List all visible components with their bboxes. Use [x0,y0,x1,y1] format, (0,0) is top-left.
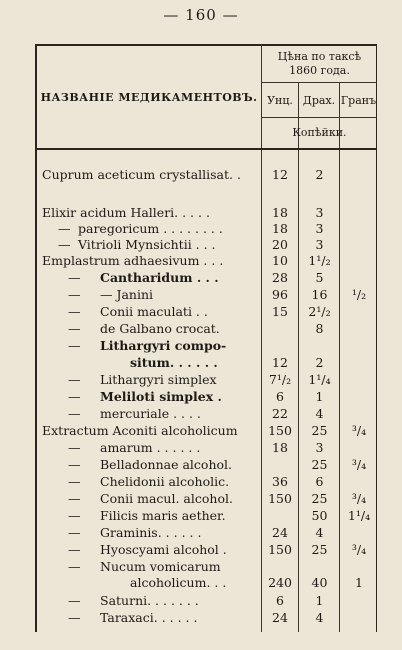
table-row [0,166,402,183]
ounce-price: 6 [276,593,284,608]
medicine-name: Hyoscyami alcohol . [100,542,227,557]
ounce-price: 18 [272,221,288,236]
page-number: — 160 — [163,6,239,24]
ditto-dash: — [68,406,81,421]
drachm-price: 3 [315,440,324,455]
drachm-price: 25 [311,423,328,438]
drachm-price: 5 [315,270,324,285]
ditto-dash: — [68,508,81,523]
table-row [0,204,402,221]
ounce-price: 240 [268,575,292,590]
ounce-price: 12 [272,355,288,370]
medicine-name: Belladonnae alcohol. [100,457,233,472]
price-group-header-line2: 1860 года. [289,64,350,77]
table-row [0,388,402,405]
grain-price: ¹/₂ [351,287,367,302]
table-row [0,220,402,237]
drachm-price: 3 [315,205,324,220]
medicine-name-header: НАЗВАНІЕ МЕДИКАМЕНТОВЪ. [40,91,258,104]
table-row [0,473,402,490]
medicine-name: Nucum vomicarum [100,559,221,574]
ounce-price: 24 [272,525,288,540]
medicine-name: mercuriale . . . . [100,406,201,421]
medicine-name: de Galbano crocat. [100,321,220,336]
table-row [0,609,402,626]
drachm-price: 4 [315,610,324,625]
table-row [0,558,402,575]
drachm-price: 3 [315,221,324,236]
drachm-price: 25 [311,491,328,506]
ditto-dash: — [68,338,81,353]
drachm-price: 8 [315,321,324,336]
ditto-dash: — [68,457,81,472]
medicine-name: — Janini [100,287,154,302]
ounce-price: 22 [272,406,288,421]
drachm-price: 2 [315,167,324,182]
table-row [0,490,402,507]
medicine-name: Vitrioli Mynsichtii . . . [78,237,216,252]
ditto-dash: — [68,593,81,608]
ounce-price: 150 [268,542,292,557]
medicine-name: Taraxaci. . . . . . [100,610,198,625]
table-row [0,337,402,354]
ounce-price: 18 [272,205,288,220]
ounce-price: 18 [272,440,288,455]
medicine-name: Elixir acidum Halleri. . . . . [42,205,210,220]
ditto-dash: — [68,542,81,557]
medicine-name: Emplastrum adhaesivum . . . [42,253,224,268]
medicine-name: Chelidonii alcoholic. [100,474,230,489]
rule-header-bottom [37,148,377,150]
medicine-name: Conii macul. alcohol. [100,491,233,506]
drachm-price: 1¹/₂ [308,253,331,268]
table-row [0,286,402,303]
grain-price: ³/₄ [351,542,367,557]
medicine-name: Meliloti simplex . [100,389,222,404]
table-row [0,269,402,286]
drachm-price: 50 [311,508,328,523]
rule-unit [261,117,377,118]
medicine-name: Cantharidum . . . [100,270,219,285]
medicine-name: Saturni. . . . . . . [100,593,199,608]
drachm-price: 4 [315,525,324,540]
ditto-dash: — [68,270,81,285]
ounce-price: 7¹/₂ [268,372,292,387]
table-row [0,354,402,371]
medicine-name: Cuprum aceticum crystallisat. . [42,167,241,182]
drachm-price: 2 [315,355,324,370]
drachm-price: 3 [315,237,324,252]
table-row [0,303,402,320]
ounce-price: 24 [272,610,288,625]
table-row [0,236,402,253]
price-group-header-line1: Цѣна по таксѣ [277,50,362,63]
ounce-price: 36 [272,474,288,489]
medicine-name: amarum . . . . . . [100,440,201,455]
medicine-name: Lithargyri compo- [100,338,227,353]
ounce-price: 20 [272,237,288,252]
table-row [0,439,402,456]
table-row [0,371,402,388]
rule-price-group [261,82,377,83]
grain-price: ³/₄ [351,491,367,506]
ounce-price: 15 [272,304,288,319]
drachm-price: 1 [315,593,324,608]
table-row [0,456,402,473]
table-row [0,188,402,205]
ditto-dash: — [68,304,81,319]
medicine-name: Graminis. . . . . . [100,525,202,540]
ounce-price: 150 [268,491,292,506]
ounce-price: 6 [276,389,284,404]
drachm-price: 2¹/₂ [308,304,331,319]
ditto-dash: — [68,321,81,336]
ditto-dash: — [68,389,81,404]
medicine-name: Lithargyri simplex [100,372,217,387]
drachm-price: 25 [311,542,328,557]
ditto-dash: — [68,559,81,574]
grain-price: ³/₄ [351,457,367,472]
drachm-price: 6 [315,474,324,489]
ditto-dash: — [68,525,81,540]
drachm-price: 25 [311,457,328,472]
medicine-name: alcoholicum. . . [130,575,227,590]
ditto-dash: — [68,372,81,387]
ditto-dash: — [68,440,81,455]
ounce-column-header: Унц. [267,94,293,107]
grain-price: 1 [355,575,363,590]
ounce-price: 96 [272,287,288,302]
medicine-name: Conii maculati . . [100,304,208,319]
medicine-name: Extractum Aconiti alcoholicum [42,423,238,438]
medicine-name: paregoricum . . . . . . . . [78,221,223,236]
grain-price: 1¹/₄ [347,508,371,523]
drachm-price: 16 [311,287,328,302]
ditto-dash: — [68,491,81,506]
drachm-price: 4 [315,406,324,421]
unit-kopecks-header: Копѣйки. [292,126,347,139]
ounce-price: 12 [272,167,288,182]
drachm-price: 1 [315,389,324,404]
ditto-dash: — [68,610,81,625]
ounce-price: 150 [268,423,292,438]
table-row [0,320,402,337]
table-row [0,574,402,591]
grain-price: ³/₄ [351,423,367,438]
table-row [0,507,402,524]
ditto-dash: — [58,221,71,236]
table-row [0,422,402,439]
ounce-price: 10 [272,253,288,268]
table-row [0,524,402,541]
ounce-price: 28 [272,270,288,285]
drachm-column-header: Драх. [302,94,336,107]
drachm-price: 40 [311,575,328,590]
ditto-dash: — [68,287,81,302]
table-row [0,541,402,558]
ditto-dash: — [68,474,81,489]
medicine-name: situm. . . . . . [130,355,218,370]
ditto-dash: — [58,237,71,252]
grain-column-header: Гранъ [340,94,377,107]
table-row [0,252,402,269]
medicine-name: Filicis maris aether. [100,508,226,523]
table-row [0,405,402,422]
drachm-price: 1¹/₄ [308,372,331,387]
table-row [0,592,402,609]
